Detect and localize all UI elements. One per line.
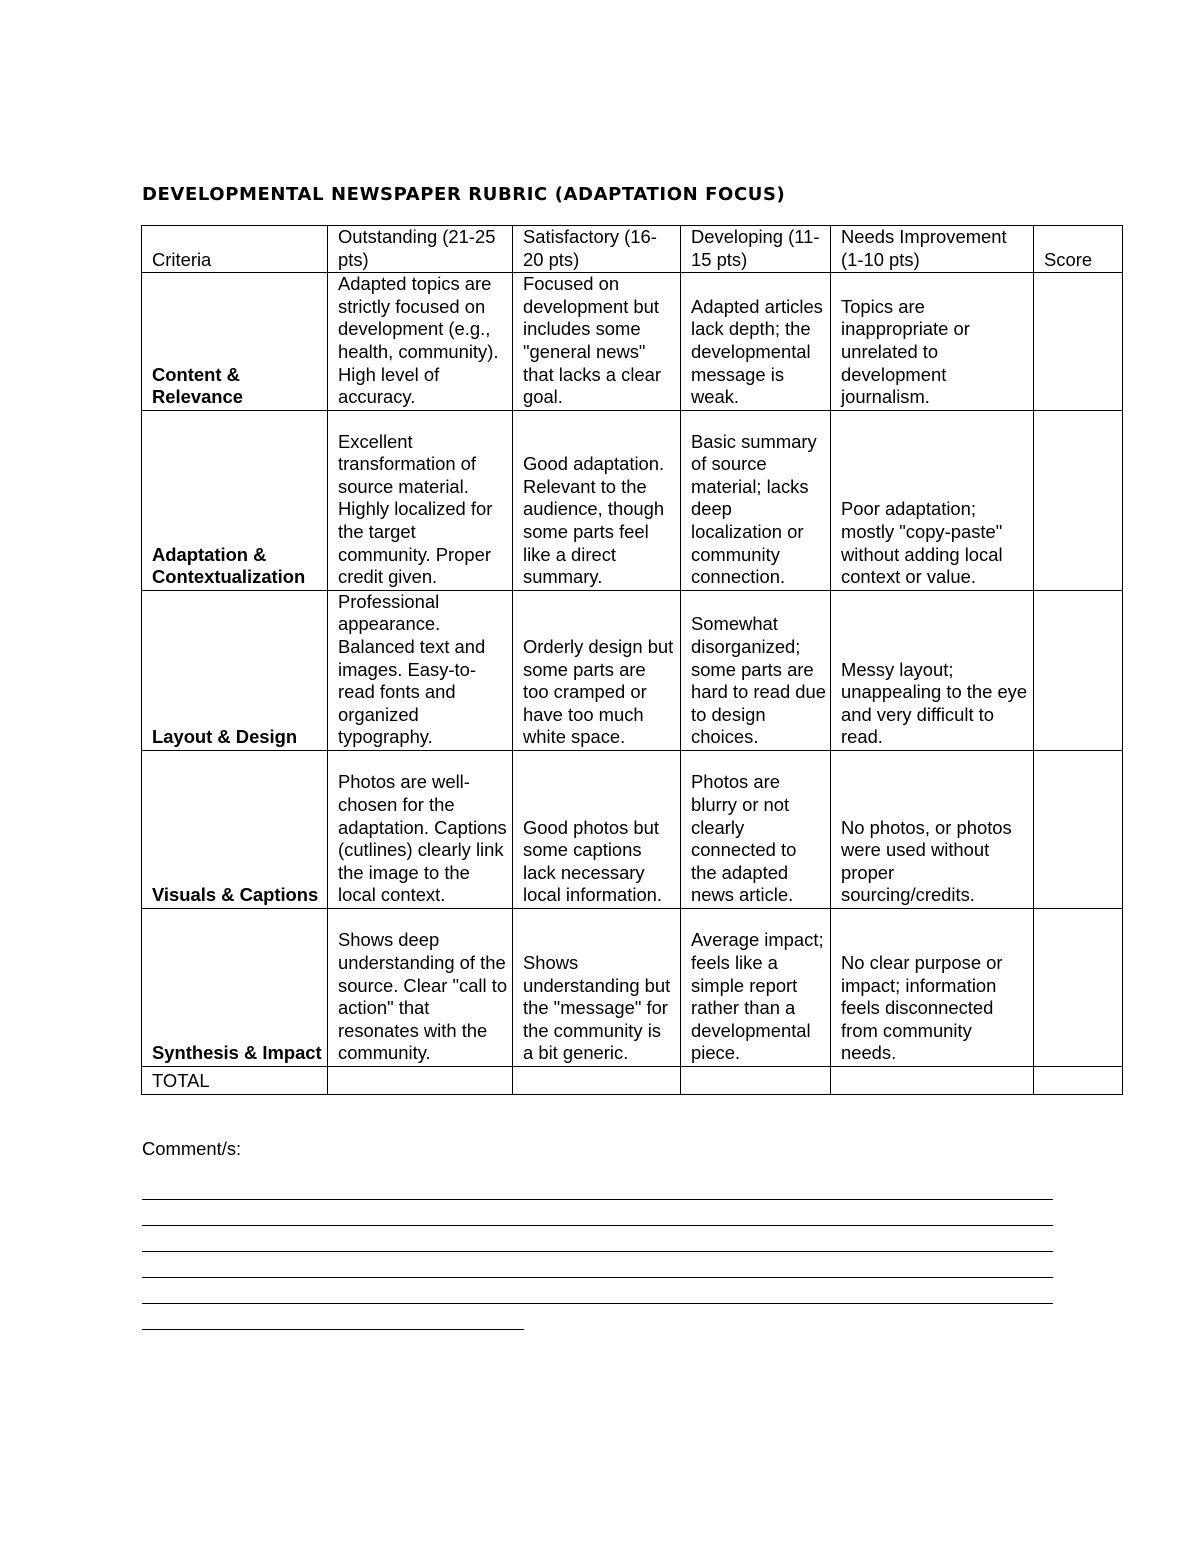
outstanding-cell: Photos are well-chosen for the adaptation. Captions (cutlines) clearly link the image to the local context.	[328, 750, 513, 908]
needs-improvement-cell: No photos, or photos were used without proper sourcing/credits.	[831, 750, 1034, 908]
header-row	[142, 226, 1123, 273]
score-cell[interactable]	[1034, 750, 1123, 908]
total-score-cell[interactable]	[1034, 1066, 1123, 1094]
page-title: DEVELOPMENTAL NEWSPAPER RUBRIC (ADAPTATION FOCUS)	[142, 184, 786, 205]
header-satisfactory: Satisfactory (16-20 pts)	[513, 226, 681, 273]
total-cell	[513, 1066, 681, 1094]
needs-improvement-cell: No clear purpose or impact; information feels disconnected from community needs.	[831, 908, 1034, 1066]
comment-line[interactable]	[142, 1277, 1053, 1278]
score-cell[interactable]	[1034, 590, 1123, 750]
satisfactory-cell: Good adaptation. Relevant to the audience, though some parts feel like a direct summary.	[513, 410, 681, 590]
satisfactory-cell: Orderly design but some parts are too cramped or have too much white space.	[513, 590, 681, 750]
outstanding-cell: Excellent transformation of source material. Highly localized for the target community. Proper credit given.	[328, 410, 513, 590]
comment-line[interactable]	[142, 1251, 1053, 1252]
header-criteria: Criteria	[142, 226, 328, 273]
total-cell	[328, 1066, 513, 1094]
header-developing: Developing (11-15 pts)	[681, 226, 831, 273]
criteria-cell: Layout & Design	[142, 590, 328, 750]
needs-improvement-cell: Topics are inappropriate or unrelated to development journalism.	[831, 273, 1034, 411]
outstanding-cell: Adapted topics are strictly focused on development (e.g., health, community). High level of accuracy.	[328, 273, 513, 411]
comment-line[interactable]	[142, 1329, 524, 1330]
comment-line[interactable]	[142, 1225, 1053, 1226]
header-outstanding: Outstanding (21-25 pts)	[328, 226, 513, 273]
criteria-cell: Synthesis & Impact	[142, 908, 328, 1066]
header-score: Score	[1034, 226, 1123, 273]
header-needs-improvement: Needs Improvement (1-10 pts)	[831, 226, 1034, 273]
score-cell[interactable]	[1034, 410, 1123, 590]
developing-cell: Photos are blurry or not clearly connected to the adapted news article.	[681, 750, 831, 908]
table-row	[142, 908, 1123, 1066]
total-cell	[831, 1066, 1034, 1094]
comments-label: Comment/s:	[142, 1138, 242, 1159]
total-row	[142, 1066, 1123, 1094]
comment-line[interactable]	[142, 1303, 1053, 1304]
rubric-table	[141, 225, 1123, 1095]
table-row	[142, 410, 1123, 590]
needs-improvement-cell: Messy layout; unappealing to the eye and very difficult to read.	[831, 590, 1034, 750]
developing-cell: Average impact; feels like a simple report rather than a developmental piece.	[681, 908, 831, 1066]
satisfactory-cell: Focused on development but includes some "general news" that lacks a clear goal.	[513, 273, 681, 411]
total-cell	[681, 1066, 831, 1094]
developing-cell: Adapted articles lack depth; the developmental message is weak.	[681, 273, 831, 411]
table-row	[142, 273, 1123, 411]
satisfactory-cell: Good photos but some captions lack necessary local information.	[513, 750, 681, 908]
developing-cell: Somewhat disorganized; some parts are hard to read due to design choices.	[681, 590, 831, 750]
outstanding-cell: Professional appearance. Balanced text and images. Easy-to-read fonts and organized typography.	[328, 590, 513, 750]
table-row	[142, 750, 1123, 908]
criteria-cell: Visuals & Captions	[142, 750, 328, 908]
criteria-cell: Content & Relevance	[142, 273, 328, 411]
total-label: TOTAL	[142, 1066, 328, 1094]
satisfactory-cell: Shows understanding but the "message" for the community is a bit generic.	[513, 908, 681, 1066]
score-cell[interactable]	[1034, 908, 1123, 1066]
developing-cell: Basic summary of source material; lacks deep localization or community connection.	[681, 410, 831, 590]
score-cell[interactable]	[1034, 273, 1123, 411]
needs-improvement-cell: Poor adaptation; mostly "copy-paste" without adding local context or value.	[831, 410, 1034, 590]
table-row	[142, 590, 1123, 750]
outstanding-cell: Shows deep understanding of the source. Clear "call to action" that resonates with the community.	[328, 908, 513, 1066]
comment-line[interactable]	[142, 1199, 1053, 1200]
criteria-cell: Adaptation & Contextualization	[142, 410, 328, 590]
